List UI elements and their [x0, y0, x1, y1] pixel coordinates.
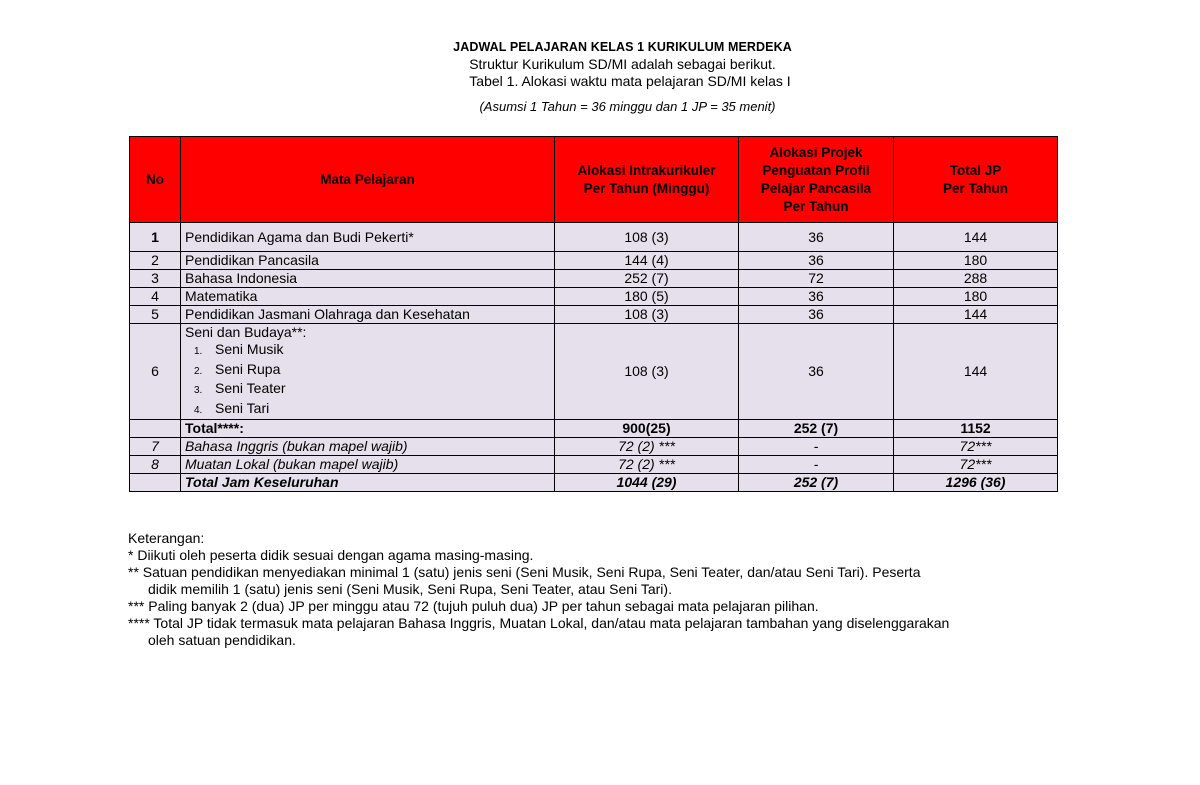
- list-label: Seni Teater: [215, 380, 286, 396]
- list-item: [185, 400, 550, 420]
- list-marker: 1.: [194, 346, 203, 357]
- row-projek: 36: [739, 288, 894, 306]
- note-4-continued: oleh satuan pendidikan.: [148, 632, 296, 648]
- header-intra-line1: Alokasi Intrakurikuler: [577, 162, 716, 178]
- row-intra: 108 (3): [555, 223, 739, 252]
- total-label: Total****:: [181, 420, 555, 438]
- total-intra: 900(25): [555, 420, 739, 438]
- table-row: [130, 324, 1058, 420]
- row-no: 1: [130, 223, 181, 252]
- list-item: [185, 361, 550, 381]
- table-caption: [0, 73, 1200, 89]
- list-item: [185, 341, 550, 361]
- list-marker: 3.: [194, 385, 203, 396]
- header-intrakurikuler: [555, 137, 739, 223]
- row-projek: 36: [739, 223, 894, 252]
- header-projek: [739, 137, 894, 223]
- table-row: [130, 223, 1058, 252]
- row-projek: 36: [739, 306, 894, 324]
- header-projek-line3: Pelajar Pancasila: [760, 180, 872, 196]
- grand-total-intra: 1044 (29): [555, 474, 739, 492]
- row-subject: Seni dan Budaya**:: [185, 324, 307, 340]
- row-no: 3: [130, 270, 181, 288]
- row-total: 144: [894, 223, 1058, 252]
- row-no: 6: [130, 324, 181, 420]
- total-no: [130, 420, 181, 438]
- row-intra: 108 (3): [555, 306, 739, 324]
- list-label: Seni Musik: [215, 341, 284, 357]
- row-intra: 144 (4): [555, 252, 739, 270]
- list-marker: 4.: [194, 404, 203, 416]
- optional-row: [130, 456, 1058, 474]
- row-total: 288: [894, 270, 1058, 288]
- row-projek: 72: [739, 270, 894, 288]
- row-subject: Bahasa Indonesia: [181, 270, 555, 288]
- header-projek-line4: Per Tahun: [783, 198, 849, 214]
- row-intra: 108 (3): [555, 324, 739, 420]
- row-projek: -: [739, 456, 894, 474]
- row-subject: Matematika: [181, 288, 555, 306]
- row-total: 180: [894, 288, 1058, 306]
- row-no: 8: [130, 456, 181, 474]
- note-2-continued: didik memilih 1 (satu) jenis seni (Seni Musik, Seni Rupa, Seni Teater, atau Seni Tari).: [148, 581, 672, 597]
- table-header-row: [130, 137, 1058, 223]
- table-row: [130, 270, 1058, 288]
- caption-number: 1: [506, 73, 515, 89]
- header-total-line2: Per Tahun: [942, 180, 1008, 196]
- table-row: [130, 252, 1058, 270]
- note-2: ** Satuan pendidikan menyediakan minimal 1 (satu) jenis seni (Seni Musik, Seni Rupa, Seni Teater, dan/atau Seni Tari). Peserta: [128, 564, 921, 580]
- table-row: [130, 306, 1058, 324]
- row-no: 7: [130, 438, 181, 456]
- total-projek: 252 (7): [739, 420, 894, 438]
- table-row: [130, 288, 1058, 306]
- row-total: 72***: [894, 438, 1058, 456]
- row-subject: Pendidikan Jasmani Olahraga dan Kesehatan: [181, 306, 555, 324]
- optional-row: [130, 438, 1058, 456]
- header-intra-line2: Per Tahun (Minggu): [583, 180, 710, 196]
- row-subject: Muatan Lokal (bukan mapel wajib): [181, 456, 555, 474]
- note-4: **** Total JP tidak termasuk mata pelajaran Bahasa Inggris, Muatan Lokal, dan/atau mata pelajaran tambahan yang diselenggarakan: [128, 615, 950, 631]
- list-item: [185, 380, 550, 400]
- total-total: 1152: [894, 420, 1058, 438]
- grand-total-projek: 252 (7): [739, 474, 894, 492]
- arts-list: [185, 341, 550, 419]
- caption-text: . Alokasi waktu mata pelajaran SD/MI kelas I: [514, 73, 791, 89]
- row-total: 144: [894, 306, 1058, 324]
- row-projek: 36: [739, 324, 894, 420]
- list-marker: 2.: [194, 365, 203, 377]
- row-subject-group: [181, 324, 555, 420]
- note-1: * Diikuti oleh peserta didik sesuai dengan agama masing-masing.: [128, 547, 534, 563]
- row-intra: 252 (7): [555, 270, 739, 288]
- list-label: Seni Rupa: [215, 360, 281, 377]
- row-projek: 36: [739, 252, 894, 270]
- notes-heading: Keterangan:: [128, 530, 205, 546]
- grand-total-no: [130, 474, 181, 492]
- list-label: Seni Tari: [215, 399, 270, 416]
- row-total: 144: [894, 324, 1058, 420]
- allocation-table: [129, 136, 1058, 492]
- header-subject: Mata Pelajaran: [181, 137, 555, 223]
- row-subject: Pendidikan Agama dan Budi Pekerti*: [181, 223, 555, 252]
- notes-section: [128, 530, 1168, 649]
- row-subject: Pendidikan Pancasila: [181, 252, 555, 270]
- assumption-note: (Asumsi 1 Tahun = 36 minggu dan 1 JP = 35 menit): [479, 99, 776, 114]
- header-total-jp: [894, 137, 1058, 223]
- row-total: 180: [894, 252, 1058, 270]
- header-projek-line1: Alokasi Projek: [769, 144, 863, 160]
- grand-total-label: Total Jam Keseluruhan: [181, 474, 555, 492]
- header-no: No: [130, 137, 181, 223]
- row-intra: 72 (2) ***: [555, 456, 739, 474]
- total-row: [130, 420, 1058, 438]
- caption-prefix: Tabel: [469, 73, 507, 89]
- row-intra: 72 (2) ***: [555, 438, 739, 456]
- header-total-line1: Total JP: [949, 162, 1002, 178]
- grand-total-row: [130, 474, 1058, 492]
- header-projek-line2: Penguatan Profil: [762, 162, 870, 178]
- row-total: 72***: [894, 456, 1058, 474]
- row-no: 5: [130, 306, 181, 324]
- row-no: 2: [130, 252, 181, 270]
- row-subject: Bahasa Inggris (bukan mapel wajib): [181, 438, 555, 456]
- document-title: JADWAL PELAJARAN KELAS 1 KURIKULUM MERDEKA: [453, 40, 792, 54]
- note-3: *** Paling banyak 2 (dua) JP per minggu atau 72 (tujuh puluh dua) JP per tahun sebagai mata pelajaran pilihan.: [128, 598, 819, 614]
- row-no: 4: [130, 288, 181, 306]
- document-subtitle: Struktur Kurikulum SD/MI adalah sebagai berikut.: [469, 56, 776, 72]
- row-intra: 180 (5): [555, 288, 739, 306]
- grand-total-total: 1296 (36): [894, 474, 1058, 492]
- row-projek: -: [739, 438, 894, 456]
